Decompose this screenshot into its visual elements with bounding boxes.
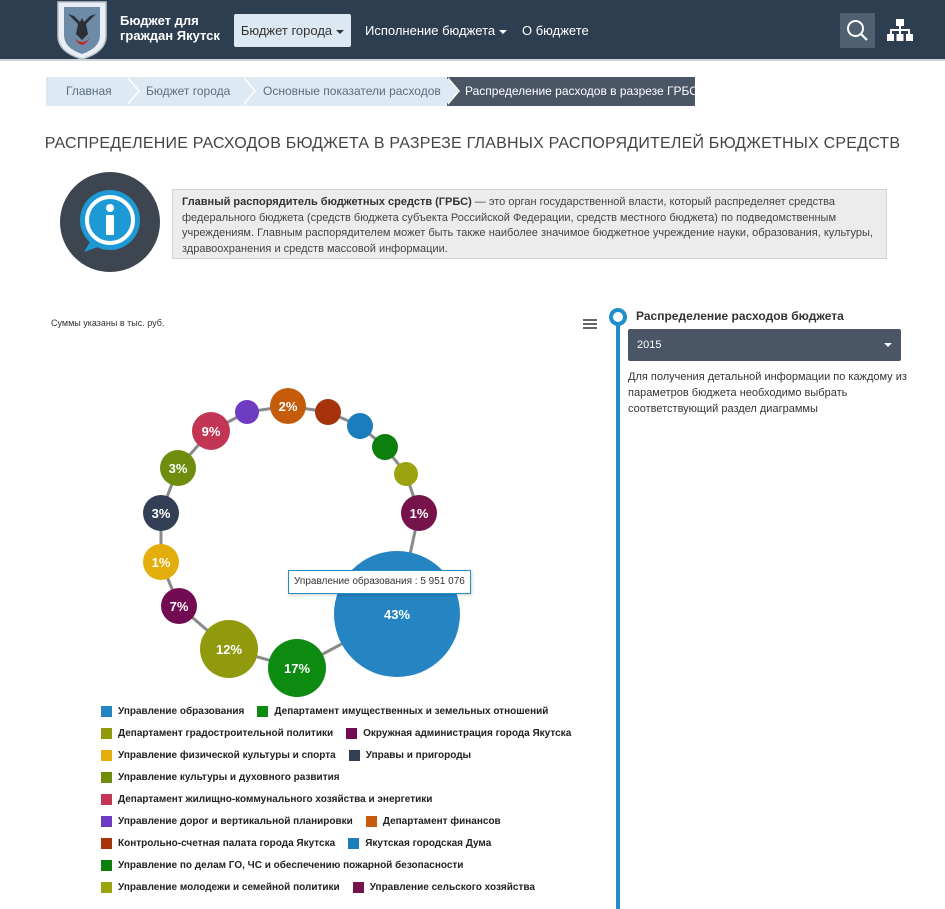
legend-item[interactable] — [348, 838, 491, 849]
timeline-line — [616, 318, 620, 909]
nav-label: О бюджете — [522, 23, 589, 38]
legend-swatch — [101, 706, 112, 717]
legend-swatch — [257, 706, 268, 717]
bubble-8[interactable] — [235, 400, 259, 424]
legend-label: Управление физической культуры и спорта — [118, 749, 336, 761]
legend-row — [101, 744, 571, 766]
brand-line-1: Бюджет для — [120, 13, 199, 28]
legend-item[interactable] — [101, 706, 244, 717]
legend-label: Департамент градостроительной политики — [118, 727, 334, 739]
bubble-chart — [0, 370, 600, 705]
legend-item[interactable] — [101, 772, 340, 783]
legend-swatch — [101, 838, 112, 849]
legend-item[interactable] — [101, 728, 333, 739]
legend-label: Департамент финансов — [382, 815, 501, 827]
legend-item[interactable] — [101, 794, 432, 805]
legend-label: Управление по делам ГО, ЧС и обеспечению пожарной безопасности — [118, 859, 464, 871]
legend-item[interactable] — [366, 816, 501, 827]
info-icon — [60, 172, 160, 272]
bubble-label-5: 3% — [151, 506, 171, 521]
legend-item[interactable] — [257, 706, 548, 717]
bubble-label-6: 3% — [168, 461, 188, 476]
legend-label: Департамент жилищно-коммунального хозяйства и энергетики — [118, 793, 433, 805]
legend-row — [101, 722, 571, 744]
legend-row — [101, 700, 571, 722]
legend-item[interactable] — [101, 816, 353, 827]
legend-item[interactable] — [101, 882, 340, 893]
legend-row — [101, 810, 571, 832]
breadcrumb-budget-city[interactable]: Бюджет города — [126, 77, 242, 106]
search-icon — [840, 13, 875, 48]
top-navbar — [0, 0, 945, 61]
brand-line-2: граждан Якутск — [120, 28, 220, 43]
legend-row — [101, 854, 571, 876]
legend-label: Управы и пригороды — [365, 749, 472, 761]
legend-swatch — [101, 750, 112, 761]
nav-budget-execution[interactable] — [365, 14, 507, 47]
bubble-label-7: 9% — [201, 424, 221, 439]
caret-down-icon — [499, 30, 507, 34]
bubble-13[interactable] — [394, 462, 418, 486]
timeline-dot — [609, 308, 627, 326]
legend-label: Управление образования — [118, 705, 245, 717]
legend-label: Якутская городская Дума — [365, 837, 492, 849]
grbs-definition — [172, 189, 887, 259]
legend-swatch — [101, 882, 112, 893]
definition-text: — это орган государственной власти, который распределяет средства федерального бюджета (средств бюджета субъекта Российской Федерации, средств местного бюджета) по подведомственным учреждениям. Главным распорядителем может быть также наиболее значимое бюджетное учреждение науки, образования, культуры, здравоохранения и средств массовой информации. — [182, 196, 873, 255]
nav-label: Бюджет города — [240, 23, 333, 38]
legend-item[interactable] — [101, 838, 335, 849]
legend-item[interactable] — [346, 728, 571, 739]
legend-item[interactable] — [353, 882, 535, 893]
nav-budget-city[interactable] — [234, 14, 351, 47]
breadcrumb-expenditure-indicators[interactable]: Основные показатели расходов — [243, 77, 446, 106]
legend-swatch — [353, 882, 364, 893]
legend-label: Управление дорог и вертикальной планировки — [118, 815, 353, 827]
sitemap-icon[interactable] — [887, 18, 913, 42]
year-select[interactable] — [628, 329, 901, 361]
chart-legend — [101, 700, 571, 898]
legend-item[interactable] — [101, 750, 336, 761]
legend-swatch — [101, 794, 112, 805]
legend-label: Управление культуры и духовного развития — [118, 771, 340, 783]
breadcrumb-home[interactable]: Главная — [46, 77, 126, 106]
legend-label: Окружная администрация города Якутска — [363, 727, 572, 739]
legend-row — [101, 766, 571, 788]
bubble-label-9: 2% — [278, 399, 298, 414]
legend-label: Департамент имущественных и земельных отношений — [274, 705, 549, 717]
bubble-label-4: 1% — [151, 555, 171, 570]
legend-row — [101, 788, 571, 810]
units-note: Суммы указаны в тыс. руб. — [51, 318, 165, 328]
panel-title: Распределение расходов бюджета — [636, 309, 844, 323]
legend-swatch — [101, 772, 112, 783]
legend-row — [101, 832, 571, 854]
bubble-12[interactable] — [372, 434, 398, 460]
legend-label: Контрольно-счетная палата города Якутска — [118, 837, 336, 849]
legend-swatch — [346, 728, 357, 739]
panel-note: Для получения детальной информации по каждому из параметров бюджета необходимо выбрать соответствующий раздел диаграммы — [628, 371, 907, 415]
bubble-label-2: 12% — [215, 642, 243, 657]
bubble-10[interactable] — [315, 399, 341, 425]
legend-row — [101, 876, 571, 898]
breadcrumb-current-grbs: Распределение расходов в разрезе ГРБС — [447, 77, 695, 106]
bubble-label-1: 17% — [283, 661, 311, 676]
legend-swatch — [101, 816, 112, 827]
legend-swatch — [349, 750, 360, 761]
bubble-label-0: 43% — [383, 607, 411, 622]
search-button[interactable] — [840, 13, 875, 48]
definition-term: Главный распорядитель бюджетных средств (ГРБС) — [182, 196, 472, 208]
bubble-11[interactable] — [347, 413, 373, 439]
nav-label: Исполнение бюджета — [365, 23, 496, 38]
legend-label: Управление молодежи и семейной политики — [118, 881, 340, 893]
caret-down-icon — [884, 343, 892, 347]
bubble-label-14: 1% — [409, 506, 429, 521]
legend-swatch — [366, 816, 377, 827]
legend-swatch — [101, 728, 112, 739]
city-coat-of-arms-logo[interactable] — [56, 0, 108, 60]
info-badge — [60, 172, 160, 272]
legend-item[interactable] — [101, 860, 463, 871]
page-title: РАСПРЕДЕЛЕНИЕ РАСХОДОВ БЮДЖЕТА В РАЗРЕЗЕ ГЛАВНЫХ РАСПОРЯДИТЕЛЕЙ БЮДЖЕТНЫХ СРЕДСТВ — [44, 135, 901, 152]
nav-about-budget[interactable] — [522, 14, 589, 47]
legend-swatch — [348, 838, 359, 849]
legend-swatch — [101, 860, 112, 871]
legend-item[interactable] — [349, 750, 471, 761]
caret-down-icon — [336, 30, 344, 34]
bubble-label-3: 7% — [169, 599, 189, 614]
chart-menu-icon[interactable] — [583, 319, 597, 331]
legend-label: Управление сельского хозяйства — [369, 881, 535, 893]
selected-year: 2015 — [637, 339, 662, 351]
brand-title[interactable] — [120, 13, 220, 43]
chart-tooltip: Управление образования : 5 951 076 — [288, 570, 471, 594]
